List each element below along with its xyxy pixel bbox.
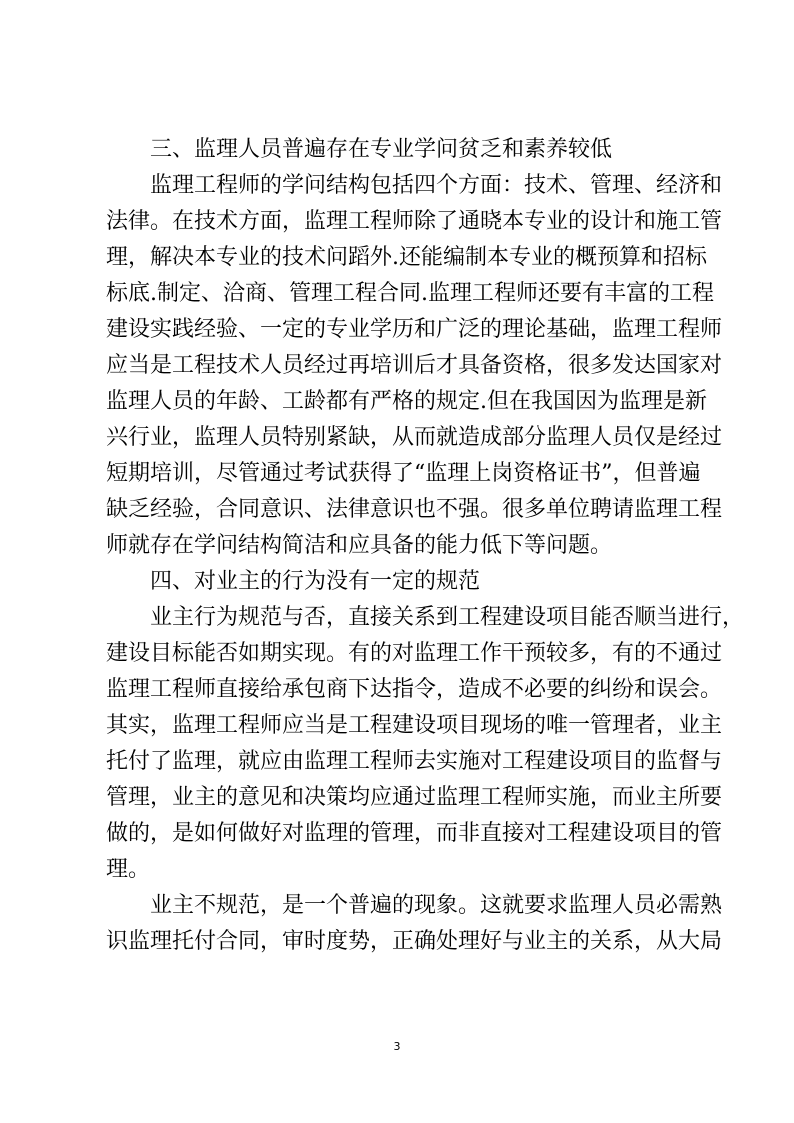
paragraph-line: 托付了监理，就应由监理工程师去实施对工程建设项目的监督与 [106, 749, 723, 774]
paragraph-line: 法律。在技术方面，监理工程师除了通晓本专业的设计和施工管 [106, 209, 723, 234]
paragraph-line: 标底.制定、洽商、管理工程合同.监理工程师还要有丰富的工程 [106, 281, 714, 306]
document-body [106, 132, 745, 960]
paragraph-line: 管理，业主的意见和决策均应通过监理工程师实施，而业主所要 [106, 785, 723, 810]
paragraph-line: 缺乏经验，合同意识、法律意识也不强。很多单位聘请监理工程 [106, 497, 723, 522]
paragraph-line: 做的，是如何做好对监理的管理，而非直接对工程建设项目的管 [106, 821, 723, 846]
paragraph-line: 业主行为规范与否，直接关系到工程建设项目能否顺当进行， [150, 605, 745, 630]
section-heading-3: 三、监理人员普遍存在专业学问贫乏和素养较低 [150, 137, 613, 162]
paragraph-line: 应当是工程技术人员经过再培训后才具备资格，很多发达国家对 [106, 353, 723, 378]
paragraph-line: 建设实践经验、一定的专业学历和广泛的理论基础，监理工程师 [106, 317, 723, 342]
paragraph-line: 其实，监理工程师应当是工程建设项目现场的唯一管理者，业主 [106, 713, 723, 738]
section-heading-4: 四、对业主的行为没有一定的规范 [150, 569, 481, 594]
paragraph-line: 短期培训，尽管通过考试获得了“监理上岗资格证书”，但普遍 [106, 461, 701, 486]
paragraph-line: 业主不规范，是一个普遍的现象。这就要求监理人员必需熟 [150, 893, 723, 918]
paragraph-line: 理，解决本专业的技术问蹈外.还能编制本专业的概预算和招标 [106, 245, 707, 270]
paragraph-line: 理。 [106, 857, 151, 882]
paragraph-line: 兴行业，监理人员特别紧缺，从而就造成部分监理人员仅是经过 [106, 425, 723, 450]
paragraph-line: 识监理托付合同，审时度势，正确处理好与业主的关系，从大局 [106, 929, 723, 954]
page-number: 3 [393, 1040, 401, 1053]
paragraph-line: 监理工程师直接给承包商下达指令，造成不必要的纠纷和误会。 [106, 677, 723, 702]
paragraph-line: 监理工程师的学问结构包括四个方面：技术、管理、经济和 [150, 173, 723, 198]
paragraph-line: 师就存在学问结构简洁和应具备的能力低下等问题。 [106, 533, 613, 558]
paragraph-line: 监理人员的年龄、工龄都有严格的规定.但在我国因为监理是新 [106, 389, 707, 414]
paragraph-line: 建设目标能否如期实现。有的对监理工作干预较多，有的不通过 [106, 641, 723, 666]
